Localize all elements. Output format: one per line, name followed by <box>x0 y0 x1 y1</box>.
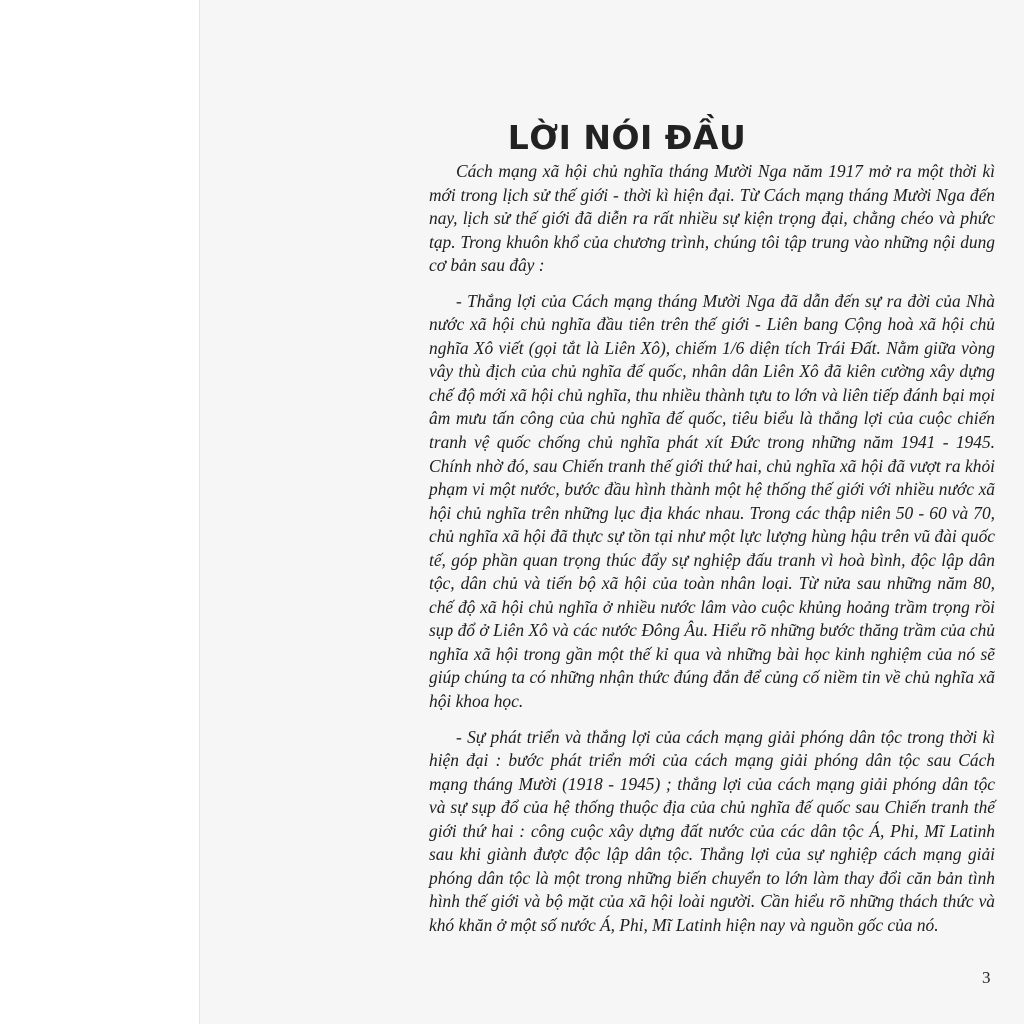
page-number: 3 <box>982 968 991 987</box>
body-text <box>429 160 995 938</box>
paragraph-liberation: - Sự phát triển và thắng lợi của cách mạng giải phóng dân tộc trong thời kì hiện đại : bước phát triển mới của cách mạng giải phóng dân tộc sau Cách mạng tháng Mười (1918 - 1945) ; thắng lợi của cách mạng giải phóng dân tộc và sự sụp đổ của hệ thống thuộc địa của chủ nghĩa đế quốc sau Chiến tranh thế giới thứ hai : công cuộc xây dựng đất nước của các dân tộc Á, Phi, Mĩ Latinh sau khi giành được độc lập dân tộc. Thắng lợi của sự nghiệp cách mạng giải phóng dân tộc là một trong những biến chuyển to lớn làm thay đổi căn bản tình hình thế giới và bộ mặt của xã hội loài người. Cần hiểu rõ những thách thức và khó khăn ở một số nước Á, Phi, Mĩ Latinh hiện nay và nguồn gốc của nó. <box>429 726 995 935</box>
paragraph-intro: Cách mạng xã hội chủ nghĩa tháng Mười Nga năm 1917 mở ra một thời kì mới trong lịch sử thế giới - thời kì hiện đại. Từ Cách mạng tháng Mười Nga đến nay, lịch sử thế giới đã diễn ra rất nhiều sự kiện trọng đại, chằng chéo và phức tạp. Trong khuôn khổ của chương trình, chúng tôi tập trung vào những nội dung cơ bản sau đây : <box>429 161 995 276</box>
page-title: LỜI NÓI ĐẦU <box>507 118 747 157</box>
book-page <box>200 0 1024 1024</box>
paragraph-socialism: - Thắng lợi của Cách mạng tháng Mười Nga đã dẫn đến sự ra đời của Nhà nước xã hội chủ nghĩa đầu tiên trên thế giới - Liên bang Cộng hoà xã hội chủ nghĩa Xô viết (gọi tắt là Liên Xô), chiếm 1/6 diện tích Trái Đất. Nằm giữa vòng vây thù địch của chủ nghĩa đế quốc, nhân dân Liên Xô đã kiên cường xây dựng chế độ mới xã hội chủ nghĩa, thu nhiều thành tựu to lớn và liên tiếp đánh bại mọi âm mưu tấn công của chủ nghĩa đế quốc, tiêu biểu là thắng lợi của cuộc chiến tranh vệ quốc chống chủ nghĩa phát xít Đức trong những năm 1941 - 1945. Chính nhờ đó, sau Chiến tranh thế giới thứ hai, chủ nghĩa xã hội đã vượt ra khỏi phạm vi một nước, bước đầu hình thành một hệ thống thế giới với nhiều nước xã hội chủ nghĩa trên những lục địa khác nhau. Trong các thập niên 50 - 60 và 70, chủ nghĩa xã hội đã thực sự tồn tại như một lực lượng hùng hậu trên vũ đài quốc tế, góp phần quan trọng thúc đẩy sự nghiệp đấu tranh vì hoà bình, độc lập dân tộc, dân chủ và tiến bộ xã hội của toàn nhân loại. Từ nửa sau những năm 80, chế độ xã hội chủ nghĩa ở nhiều nước lâm vào cuộc khủng hoảng trầm trọng rồi sụp đổ ở Liên Xô và các nước Đông Âu. Hiểu rõ những bước thăng trầm của chủ nghĩa xã hội trong gần một thế kỉ qua và những bài học kinh nghiệm của nó sẽ giúp chúng ta có những nhận thức đúng đắn để củng cố niềm tin về chủ nghĩa xã hội khoa học. <box>429 290 995 712</box>
